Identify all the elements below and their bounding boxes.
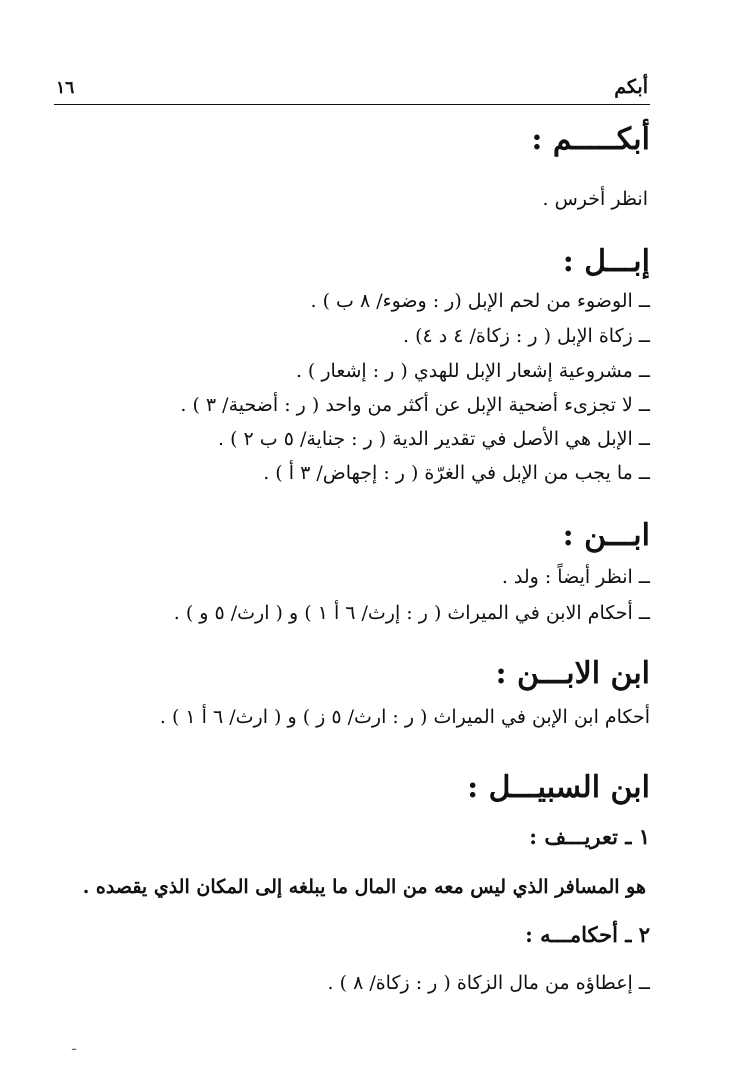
definition-text: هو المسافر الذي ليس معه من المال ما يبلغه إلى المكان الذي يقصده . (82, 876, 646, 898)
page-number: ١٦ (56, 78, 75, 98)
page-header (54, 74, 650, 105)
entry-line: ــ الإبل هي الأصل في تقدير الدية ( ر : جناية/ ٥ ب ٢ ) . (217, 428, 650, 450)
subheading-rulings: ٢ ـ أحكامـــه : (525, 922, 650, 947)
entry-heading-ibn: ابـــن : (562, 518, 650, 553)
entry-line: ــ لا تجزىء أضحية الإبل عن أكثر من واحد ( ر : أضحية/ ٣ ) . (180, 394, 650, 416)
entry-heading-ibn-al-ibn: ابن الابـــن : (495, 656, 650, 691)
page-mark: ـ (72, 1038, 77, 1054)
entry-line: انظر أخرس . (542, 188, 648, 210)
entry-line: ــ أحكام الابن في الميراث ( ر : إرث/ ٦ أ ١ ) و ( ارث/ ٥ و ) . (173, 602, 650, 624)
entry-line: ــ ما يجب من الإبل في الغرّة ( ر : إجهاض/ ٣ أ ) . (263, 462, 650, 484)
entry-line: ــ إعطاؤه من مال الزكاة ( ر : زكاة/ ٨ ) . (327, 972, 650, 994)
entry-heading-ibil: إبـــل : (562, 244, 650, 279)
entry-line: أحكام ابن الإبن في الميراث ( ر : ارث/ ٥ ز ) و ( ارث/ ٦ أ ١ ) . (159, 706, 650, 728)
entry-line: ــ مشروعية إشعار الإبل للهدي ( ر : إشعار ) . (295, 360, 650, 382)
entry-line: ــ زكاة الإبل ( ر : زكاة/ ٤ د ٤) . (402, 325, 650, 347)
entry-heading-abkam: أبكـــــم : (531, 122, 650, 157)
entry-heading-ibn-al-sabil: ابن السبيـــل : (467, 770, 650, 805)
entry-line: ــ الوضوء من لحم الإبل (ر : وضوء/ ٨ ب ) . (310, 290, 650, 312)
subheading-definition: ١ ـ تعريـــف : (529, 824, 650, 849)
entry-line: ــ انظر أيضاً : ولد . (501, 566, 650, 588)
running-title: أبكم (614, 76, 648, 98)
